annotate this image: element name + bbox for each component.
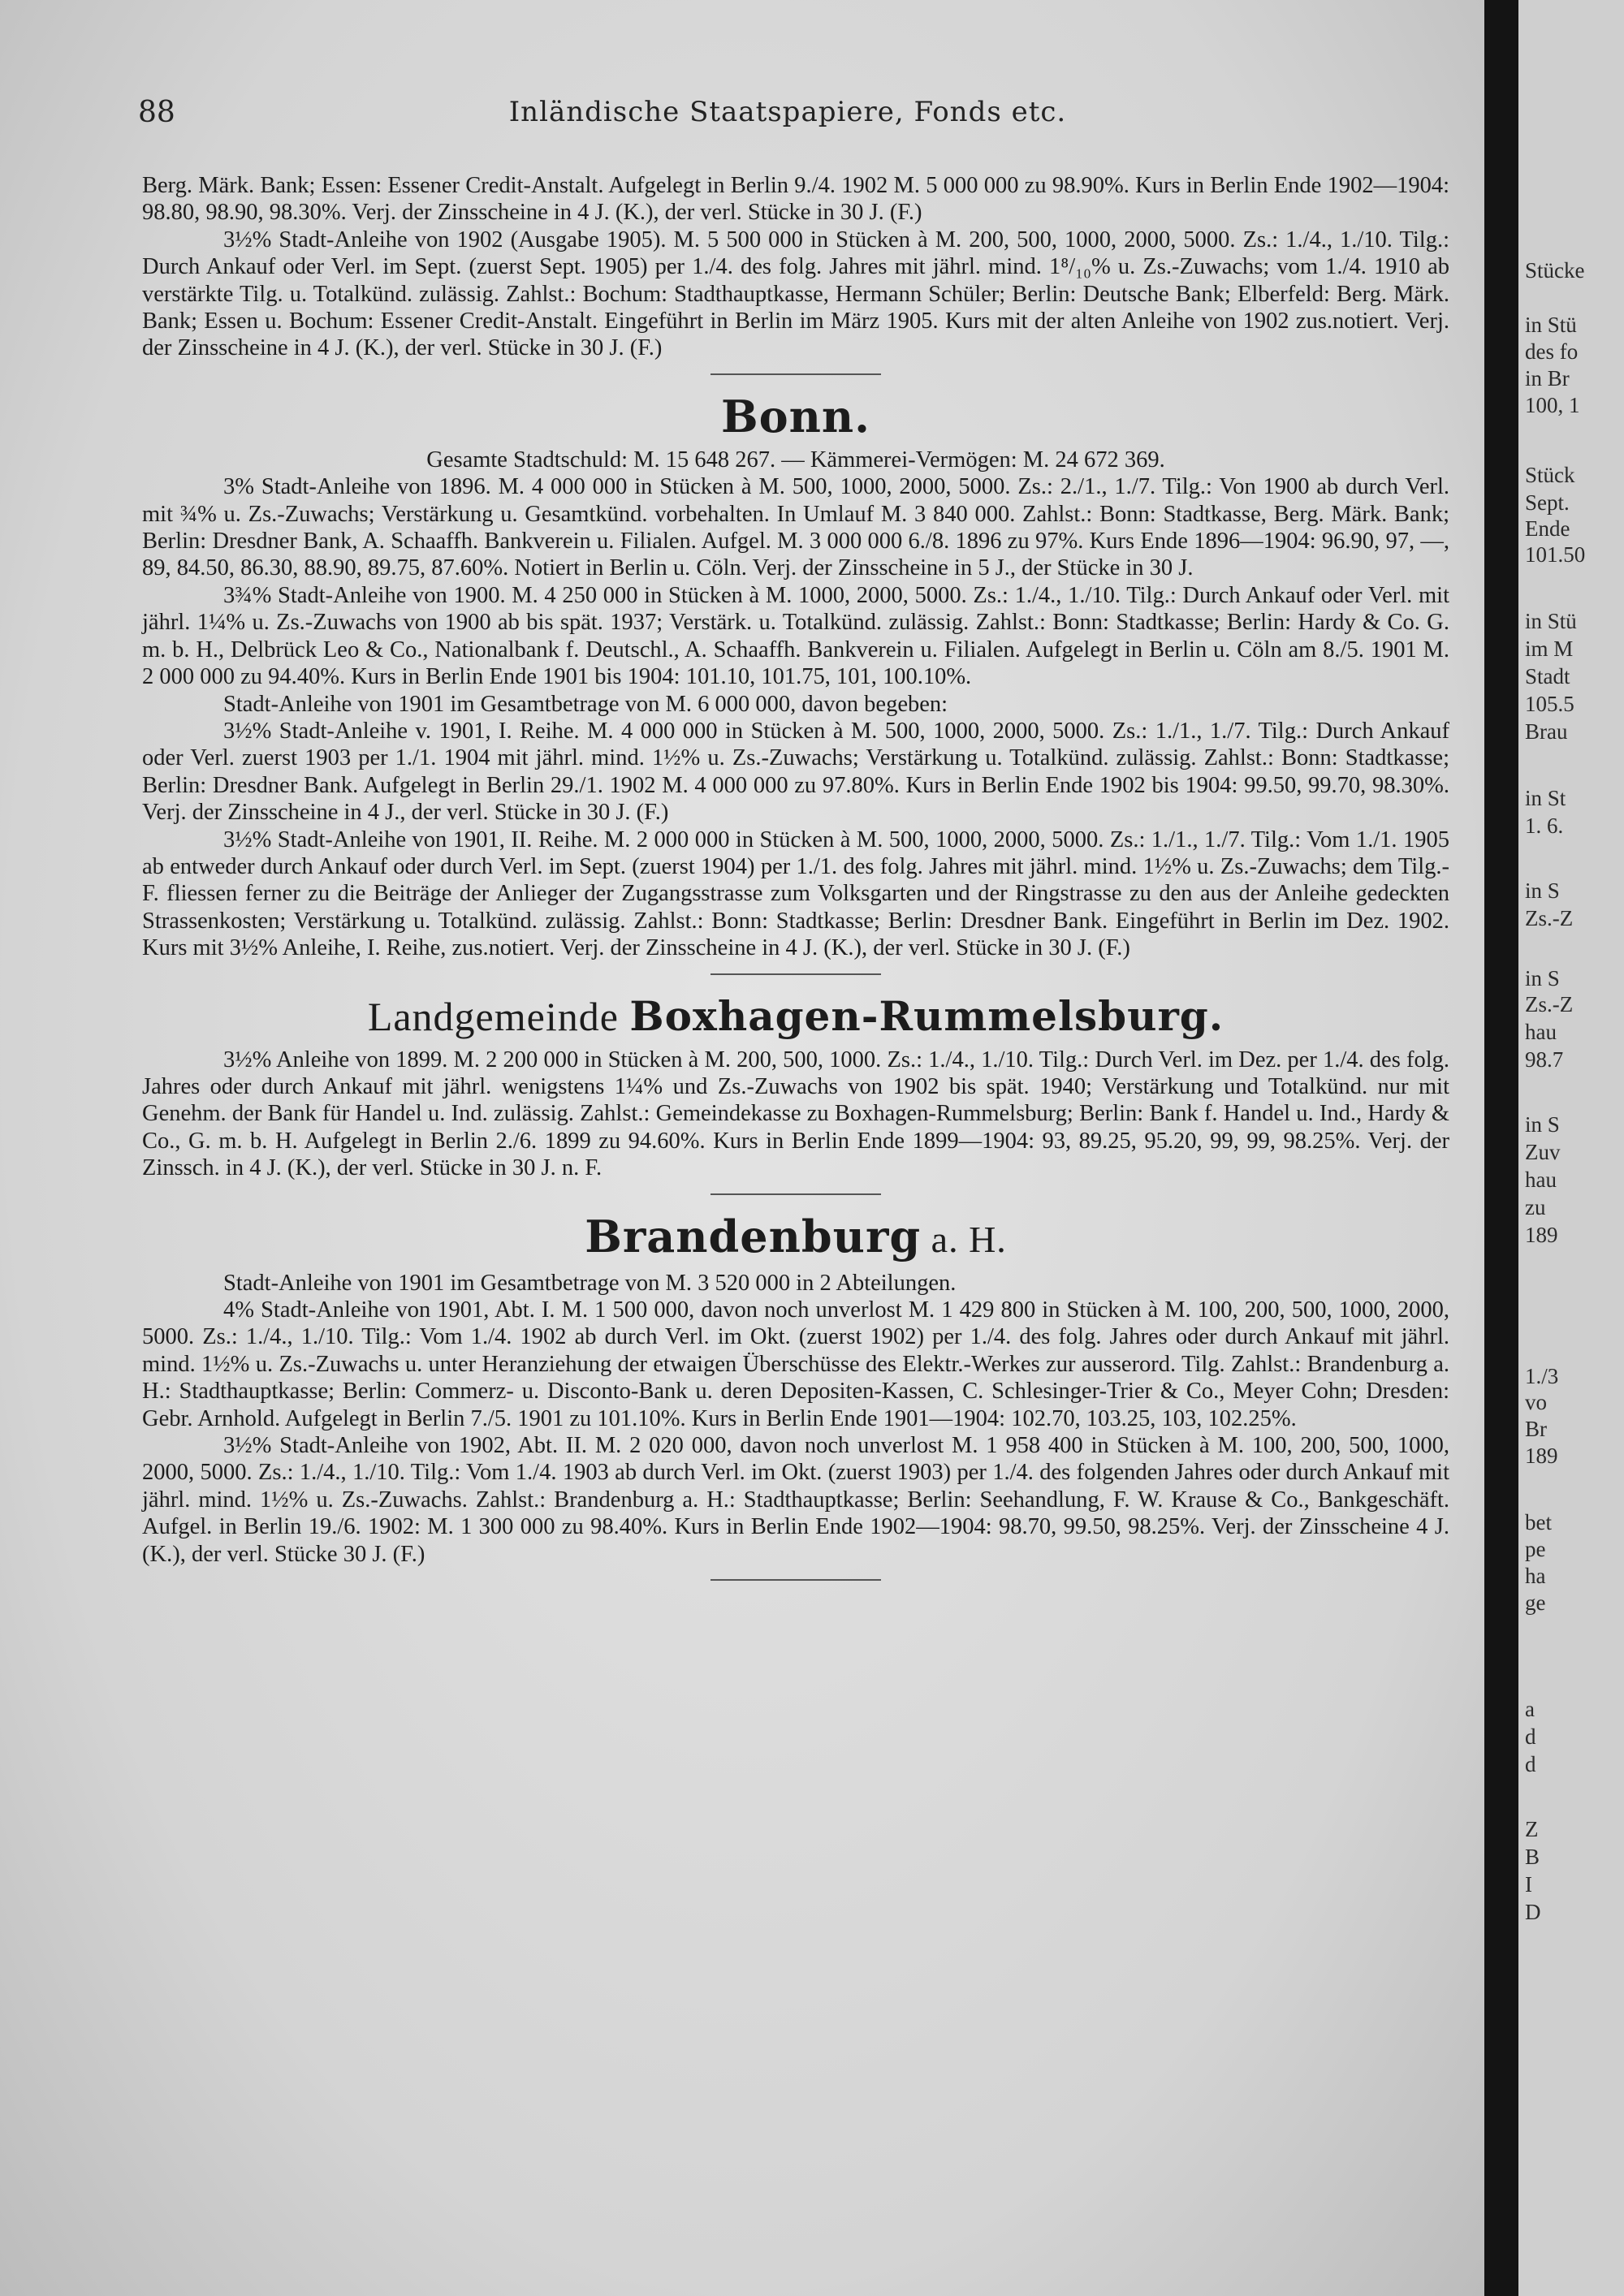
adjacent-page-fragment: des fo bbox=[1525, 339, 1579, 364]
adjacent-page-fragment: Br bbox=[1525, 1417, 1547, 1441]
adjacent-page-fragment: hau bbox=[1525, 1167, 1557, 1192]
adjacent-page-fragment: in S bbox=[1525, 878, 1560, 903]
adjacent-page-fragment: Stadt bbox=[1525, 664, 1570, 688]
brandenburg-paragraph: 3½% Stadt-Anleihe von 1902, Abt. II. M. 2 020 000, davon noch unverlost M. 1 958 400 in Stücken à M. 100, 200, 500, 1000, 2000, 5000. Zs.: 1./4., 1./10. Tilg.: Vom 1./4. 1903 ab durch Verl. im Okt. (zuerst 1903) per 1./4. des folgenden Jahres oder durch Ankauf mit jährl. mind. 1½% u. Zs.-Zuwachs. Zahlst.: Brandenburg a. H.: Stadthauptkasse; Berlin: Seehandlung, F. W. Krause & Co., Bankgeschäft. Aufgel. in Berlin 19./6. 1902: M. 1 300 000 zu 98.40%. Kurs in Berlin Ende 1902—1904: 98.70, 99.50, 98.25%. Verj. der Zinsscheine 4 J. (K.), der verl. Stücke 30 J. (F.) bbox=[142, 1433, 1449, 1567]
bonn-paragraph: 3½% Stadt-Anleihe v. 1901, I. Reihe. M. 4 000 000 in Stücken à M. 500, 1000, 2000, 5000. Zs.: 1./1., 1./7. Tilg.: Durch Ankauf oder Verl. zuerst 1903 per 1./1. 1904 mit jährl. mind. 1½% u. Zs.-Zuwachs; Verstärkung u. Totalkünd. zulässig. Zahlst.: Bonn: Stadtkasse; Berlin: Dresdner Bank. Aufgelegt in Berlin 29./1. 1902 M. 4 000 000 zu 97.80%. Kurs in Berlin Ende 1902 bis 1904: 99.50, 99.70, 98.30%. Verj. der Zinsscheine in 4 J., der verl. Stücke in 30 J. (F.) bbox=[142, 718, 1449, 826]
bonn-paragraph: 3% Stadt-Anleihe von 1896. M. 4 000 000 in Stücken à M. 500, 1000, 2000, 5000. Zs.: 2./1., 1./7. Tilg.: Von 1900 ab durch Verl. mit ¾% u. Zs.-Zuwachs; Verstärkung u. Gesamtkünd. vorbehalten. In Umlauf M. 3 840 000. Zahlst.: Bonn: Stadtkasse, Berg. Märk. Bank; Berlin: Dresdner Bank, A. Schaaffh. Bankverein u. Filialen. Aufgel. M. 3 000 000 6./8. 1896 zu 97%. Kurs Ende 1896—1904: 96.90, 97, —, 89, 84.50, 86.30, 88.90, 89.75, 87.60%. Notiert in Berlin u. Cöln. Verj. der Zinsscheine in 5 J., der Stücke in 30 J. bbox=[142, 474, 1449, 581]
book-gutter bbox=[1484, 0, 1518, 2296]
section-heading-bonn: Bonn. bbox=[721, 390, 870, 442]
adjacent-page-fragment: I bbox=[1525, 1872, 1532, 1897]
adjacent-page-fragment: im M bbox=[1525, 637, 1574, 661]
section-divider bbox=[710, 1579, 881, 1581]
adjacent-page-fragment: Sept. bbox=[1525, 490, 1570, 515]
adjacent-page-fragment: 105.5 bbox=[1525, 692, 1574, 716]
bonn-paragraph: 3½% Stadt-Anleihe von 1901, II. Reihe. M. 2 000 000 in Stücken à M. 500, 1000, 2000, 5000. Zs.: 1./1., 1./7. Tilg.: Vom 1./1. 1905 ab entweder durch Ankauf oder durch Verl. im Sept. (zuerst 1904) per 1./1. des folg. Jahres mit jährl. mind. 1½% u. Zs.-Zuwachs; dem Tilg.-F. fliessen ferner zu die Beiträge der Anlieger der Zugangsstrasse zum Volksgarten und der Ringstrasse zu den aus der Anleihe gedeckten Strassenkosten; Verstärkung u. Totalkünd. zulässig. Zahlst.: Bonn: Stadtkasse; Berlin: Dresdner Bank. Eingeführt in Berlin im Dez. 1902. Kurs mit 3½% Anleihe, I. Reihe, zus.notiert. Verj. der Zinsscheine in 4 J. (K.), der verl. Stücke in 30 J. (F.) bbox=[142, 826, 1449, 961]
adjacent-page-fragment: pe bbox=[1525, 1537, 1546, 1561]
adjacent-page-fragment: 98.7 bbox=[1525, 1047, 1564, 1072]
adjacent-page-fragment: B bbox=[1525, 1845, 1540, 1869]
adjacent-page-fragment: hau bbox=[1525, 1020, 1557, 1044]
bonn-paragraph: 3¾% Stadt-Anleihe von 1900. M. 4 250 000 in Stücken à M. 1000, 2000, 5000. Zs.: 1./4., 1./10. Tilg.: Durch Ankauf oder Verl. mit jährl. 1¼% u. Zs.-Zuwachs von 1900 ab bis spät. 1937; Verstärk. u. Totalkünd. zulässig. Zahlst.: Bonn: Stadtkasse; Berlin: Hardy & Co. G. m. b. H., Delbrück Leo & Co., Nationalbank f. Deutschl., A. Schaaffh. Bankverein u. Filialen. Aufgelegt in Berlin u. Cöln am 8./5. 1901 M. 2 000 000 zu 94.40%. Kurs in Berlin Ende 1901 bis 1904: 101.10, 101.75, 101, 100.10%. bbox=[142, 582, 1449, 690]
heading-suffix: a. H. bbox=[921, 1218, 1007, 1260]
section-divider bbox=[710, 1193, 881, 1195]
adjacent-page-fragment: Zs.-Z bbox=[1525, 992, 1574, 1016]
adjacent-page-fragment: d bbox=[1525, 1724, 1536, 1749]
adjacent-page-fragment: Brau bbox=[1525, 719, 1568, 744]
adjacent-page-fragment: Z bbox=[1525, 1817, 1539, 1841]
heading-name: Boxhagen-Rummelsburg. bbox=[629, 991, 1224, 1040]
adjacent-page-fragment: in S bbox=[1525, 966, 1560, 990]
adjacent-page-fragment: bet bbox=[1525, 1510, 1552, 1534]
adjacent-page-fragment: in Stü bbox=[1525, 609, 1577, 633]
adjacent-page-fragment: 1./3 bbox=[1525, 1364, 1559, 1388]
brandenburg-paragraph: 4% Stadt-Anleihe von 1901, Abt. I. M. 1 500 000, davon noch unverlost M. 1 429 800 in Stücken à M. 100, 200, 500, 1000, 2000, 5000. Zs.: 1./4., 1./10. Tilg.: Vom 1./4. 1902 ab durch Verl. im Okt. (zuerst 1902) per 1./4. des folg. Jahres oder durch Ankauf mit jährl. mind. 1½% u. Zs.-Zuwachs u. unter Heranziehung der etwaigen Überschüsse des Elektr.-Werkes zur ausserord. Tilg. Zahlst.: Brandenburg a. H.: Stadthauptkasse; Berlin: Commerz- u. Disconto-Bank u. deren Depositen-Kassen, C. Schlesinger-Trier & Co., Meyer Cohn; Dresden: Gebr. Arnhold. Aufgelegt in Berlin 7./5. 1901 zu 101.10%. Kurs in Berlin Ende 1901—1904: 102.70, 103.25, 103, 102.25%. bbox=[142, 1297, 1449, 1431]
bonn-summary: Gesamte Stadtschuld: M. 15 648 267. — Kämmerei-Vermögen: M. 24 672 369. bbox=[426, 447, 1165, 473]
adjacent-page-fragment: d bbox=[1525, 1752, 1536, 1776]
page-number: 88 bbox=[138, 96, 175, 129]
adjacent-page-fragment: in Stü bbox=[1525, 313, 1577, 337]
adjacent-page-fragment: in Br bbox=[1525, 366, 1570, 391]
adjacent-page-fragment: 101.50 bbox=[1525, 542, 1586, 567]
adjacent-page-fragment: ha bbox=[1525, 1564, 1546, 1588]
intro-paragraph-continued: Berg. Märk. Bank; Essen: Essener Credit-Anstalt. Aufgelegt in Berlin 9./4. 1902 M. 5 000 000 zu 98.90%. Kurs in Berlin Ende 1902—1904: 98.80, 98.90, 98.30%. Verj. der Zinsscheine in 4 J. (K.), der verl. Stücke in 30 J. (F.) bbox=[142, 173, 1449, 226]
section-heading-brandenburg bbox=[142, 1211, 1449, 1265]
page-header bbox=[138, 96, 1437, 136]
adjacent-page-fragment: 189 bbox=[1525, 1444, 1558, 1468]
adjacent-page-fragment: 189 bbox=[1525, 1223, 1558, 1247]
heading-prefix: Landgemeinde bbox=[367, 993, 630, 1039]
adjacent-page-fragment: 1. 6. bbox=[1525, 814, 1564, 838]
adjacent-page-fragment: ge bbox=[1525, 1590, 1546, 1615]
heading-name: Brandenburg bbox=[585, 1210, 922, 1262]
section-divider bbox=[710, 373, 881, 375]
section-divider bbox=[710, 973, 881, 975]
brandenburg-paragraph: Stadt-Anleihe von 1901 im Gesamtbetrage von M. 3 520 000 in 2 Abteilungen. bbox=[223, 1270, 957, 1296]
running-title: Inländische Staatspapiere, Fonds etc. bbox=[508, 96, 1067, 128]
adjacent-page-fragment: Stück bbox=[1525, 463, 1575, 487]
bonn-paragraph: Stadt-Anleihe von 1901 im Gesamtbetrage von M. 6 000 000, davon begeben: bbox=[223, 691, 948, 717]
adjacent-page-fragment: Zs.-Z bbox=[1525, 906, 1574, 930]
adjacent-page-edge bbox=[1518, 0, 1624, 2296]
adjacent-page-fragment: vo bbox=[1525, 1390, 1547, 1414]
adjacent-page-fragment: 100, 1 bbox=[1525, 393, 1580, 417]
adjacent-page-fragment: D bbox=[1525, 1900, 1541, 1924]
adjacent-page-fragment: in S bbox=[1525, 1112, 1560, 1137]
adjacent-page-fragment: a bbox=[1525, 1697, 1535, 1721]
adjacent-page-fragment: zu bbox=[1525, 1195, 1546, 1219]
adjacent-page-fragment: Zuv bbox=[1525, 1140, 1561, 1164]
section-heading-boxhagen bbox=[142, 991, 1449, 1042]
adjacent-page-fragment: Stücke bbox=[1525, 258, 1585, 283]
boxhagen-paragraph: 3½% Anleihe von 1899. M. 2 200 000 in Stücken à M. 200, 500, 1000. Zs.: 1./4., 1./10. Tilg.: Durch Verl. im Dez. per 1./4. des folg. Jahres oder durch Ankauf mit jährl. wenigstens 1¼% und Zs.-Zuwachs von 1902 bis spät. 1940; Verstärkung und Totalkünd. nur mit Genehm. der Bank für Handel u. Ind. zulässig. Zahlst.: Gemeindekasse zu Boxhagen-Rummelsburg; Berlin: Bank f. Handel u. Ind., Hardy & Co., G. m. b. H. Aufgelegt in Berlin 2./6. 1899 zu 94.60%. Kurs in Berlin Ende 1899—1904: 93, 89.25, 95.20, 99, 99, 98.25%. Verj. der Zinssch. in 4 J. (K.), der verl. Stücke in 30 J. n. F. bbox=[142, 1047, 1449, 1181]
adjacent-page-fragment: in St bbox=[1525, 786, 1566, 810]
body-text bbox=[142, 172, 1449, 1595]
intro-paragraph: 3½% Stadt-Anleihe von 1902 (Ausgabe 1905). M. 5 500 000 in Stücken à M. 200, 500, 1000, 2000, 5000. Zs.: 1./4., 1./10. Tilg.: Durch Ankauf oder Verl. im Sept. (zuerst Sept. 1905) per 1./4. des folg. Jahres mit jährl. mind. 1⁸/₁₀% u. Zs.-Zuwachs; vom 1./4. 1910 ab verstärkte Tilg. u. Totalkünd. zulässig. Zahlst.: Bochum: Stadthauptkasse, Hermann Schüler; Berlin: Deutsche Bank; Elberfeld: Berg. Märk. Bank; Essen u. Bochum: Essener Credit-Anstalt. Eingeführt in Berlin im März 1905. Kurs mit der alten Anleihe von 1902 zus.notiert. Verj. der Zinsscheine in 4 J. (K.), der verl. Stücke in 30 J. (F.) bbox=[142, 227, 1449, 361]
adjacent-page-fragment: Ende bbox=[1525, 516, 1570, 541]
